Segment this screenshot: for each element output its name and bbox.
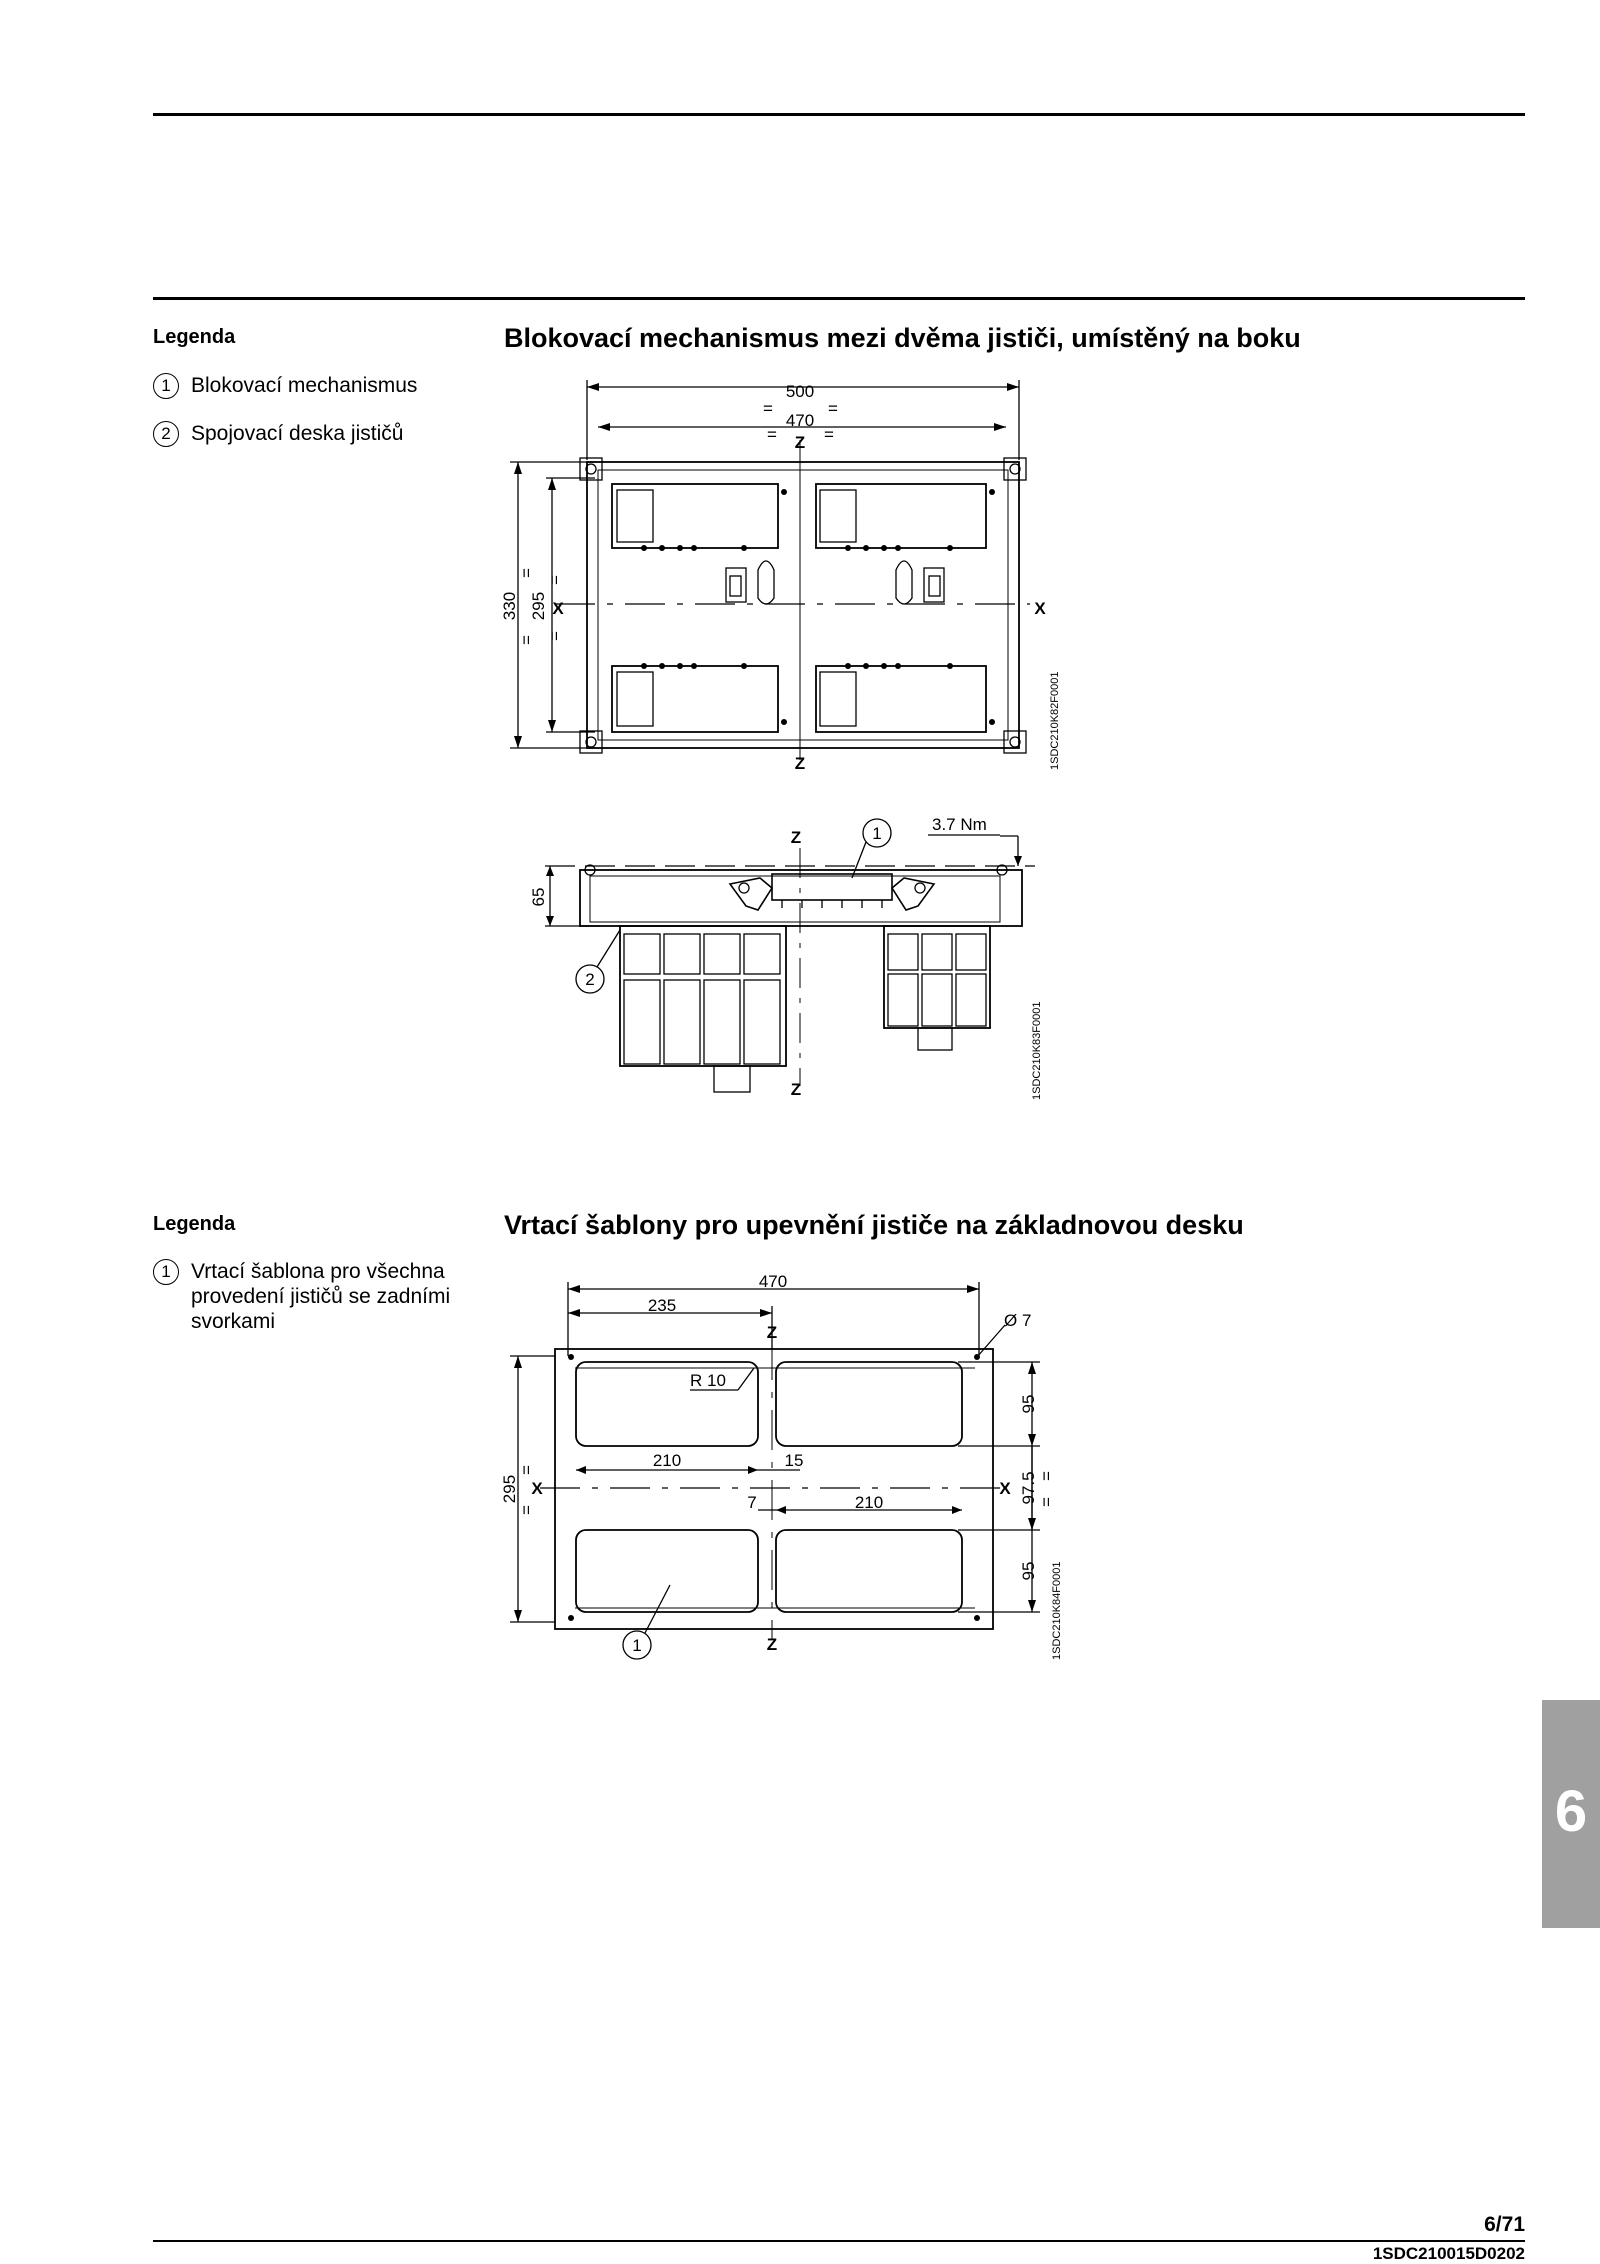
legend-number: 1 [153,1259,179,1285]
dim-210-bottom-label: 210 [854,1493,884,1512]
dim-295-label: 295 [529,591,548,621]
document-code: 1SDC210015D0202 [1372,2244,1525,2263]
legend-text: Blokovací mechanismus [191,374,418,397]
legend-text: Vrtací šablona pro všechna provedení jističů se zadními svorkami [191,1260,451,1333]
eq-mark: = [767,425,777,444]
dim-7-label: 7 [747,1493,757,1512]
legend-title-1: Legenda [153,326,236,348]
dim-210-top-label: 210 [652,1451,682,1470]
dim-95-top-label: 95 [1019,1394,1038,1414]
legend-number: 2 [153,421,179,447]
torque-label: 3.7 Nm [932,815,987,834]
axis-z-bottom: Z [766,1635,778,1654]
eq-mark: = [545,631,564,641]
dim-65-label: 65 [529,887,548,907]
chapter-tab [1542,1700,1600,1928]
axis-z-top: Z [790,828,802,847]
eq-mark: = [517,635,536,645]
legend-title-2: Legenda [153,1213,236,1235]
eq-mark: = [824,425,834,444]
dim-95-bottom-label: 95 [1019,1561,1038,1581]
axis-z-top: Z [766,1323,778,1342]
legend-text: Spojovací deska jističů [191,422,404,445]
footer-rule [153,2240,1525,2242]
callout-1: 1 [872,824,882,843]
dim-470-label: 470 [758,1272,788,1291]
axis-x-left: X [552,599,564,618]
drawing-code: 1SDC210K83F0001 [1031,1001,1043,1100]
axis-x-right: X [999,1479,1011,1498]
eq-mark: = [517,1465,536,1475]
dim-235-label: 235 [647,1296,677,1315]
dim-15-label: 15 [784,1451,804,1470]
diameter-label: Ø 7 [1004,1311,1032,1330]
eq-mark: = [545,575,564,585]
dim-295-label: 295 [500,1474,519,1504]
eq-mark: = [517,568,536,578]
eq-mark: = [763,399,773,418]
eq-mark: = [828,399,838,418]
legend-number: 1 [153,373,179,399]
dim-500-label: 500 [785,382,815,401]
eq-mark: = [1037,1497,1056,1507]
dim-470-label: 470 [785,411,815,430]
eq-mark: = [517,1505,536,1515]
page-number: 6/71 [1484,2213,1525,2236]
dim-97-5-label: 97.5 [1019,1471,1038,1505]
dim-330-label: 330 [500,591,519,621]
callout-1: 1 [632,1636,642,1655]
callout-2: 2 [585,970,595,989]
axis-z-bottom: Z [794,754,806,773]
section-title-2: Vrtací šablony pro upevnění jističe na základnovou desku [504,1210,1244,1240]
axis-z-bottom: Z [790,1080,802,1099]
chapter-number: 6 [1554,1779,1588,1844]
radius-label: R 10 [690,1371,726,1390]
axis-z-top: Z [794,433,806,452]
drawing-code: 1SDC210K82F0001 [1049,671,1061,770]
drawing-code: 1SDC210K84F0001 [1051,1561,1063,1660]
axis-x-right: X [1034,599,1046,618]
section-title-1: Blokovací mechanismus mezi dvěma jističi, umístěný na boku [504,323,1301,353]
eq-mark: = [1037,1471,1056,1481]
axis-x-left: X [531,1479,543,1498]
